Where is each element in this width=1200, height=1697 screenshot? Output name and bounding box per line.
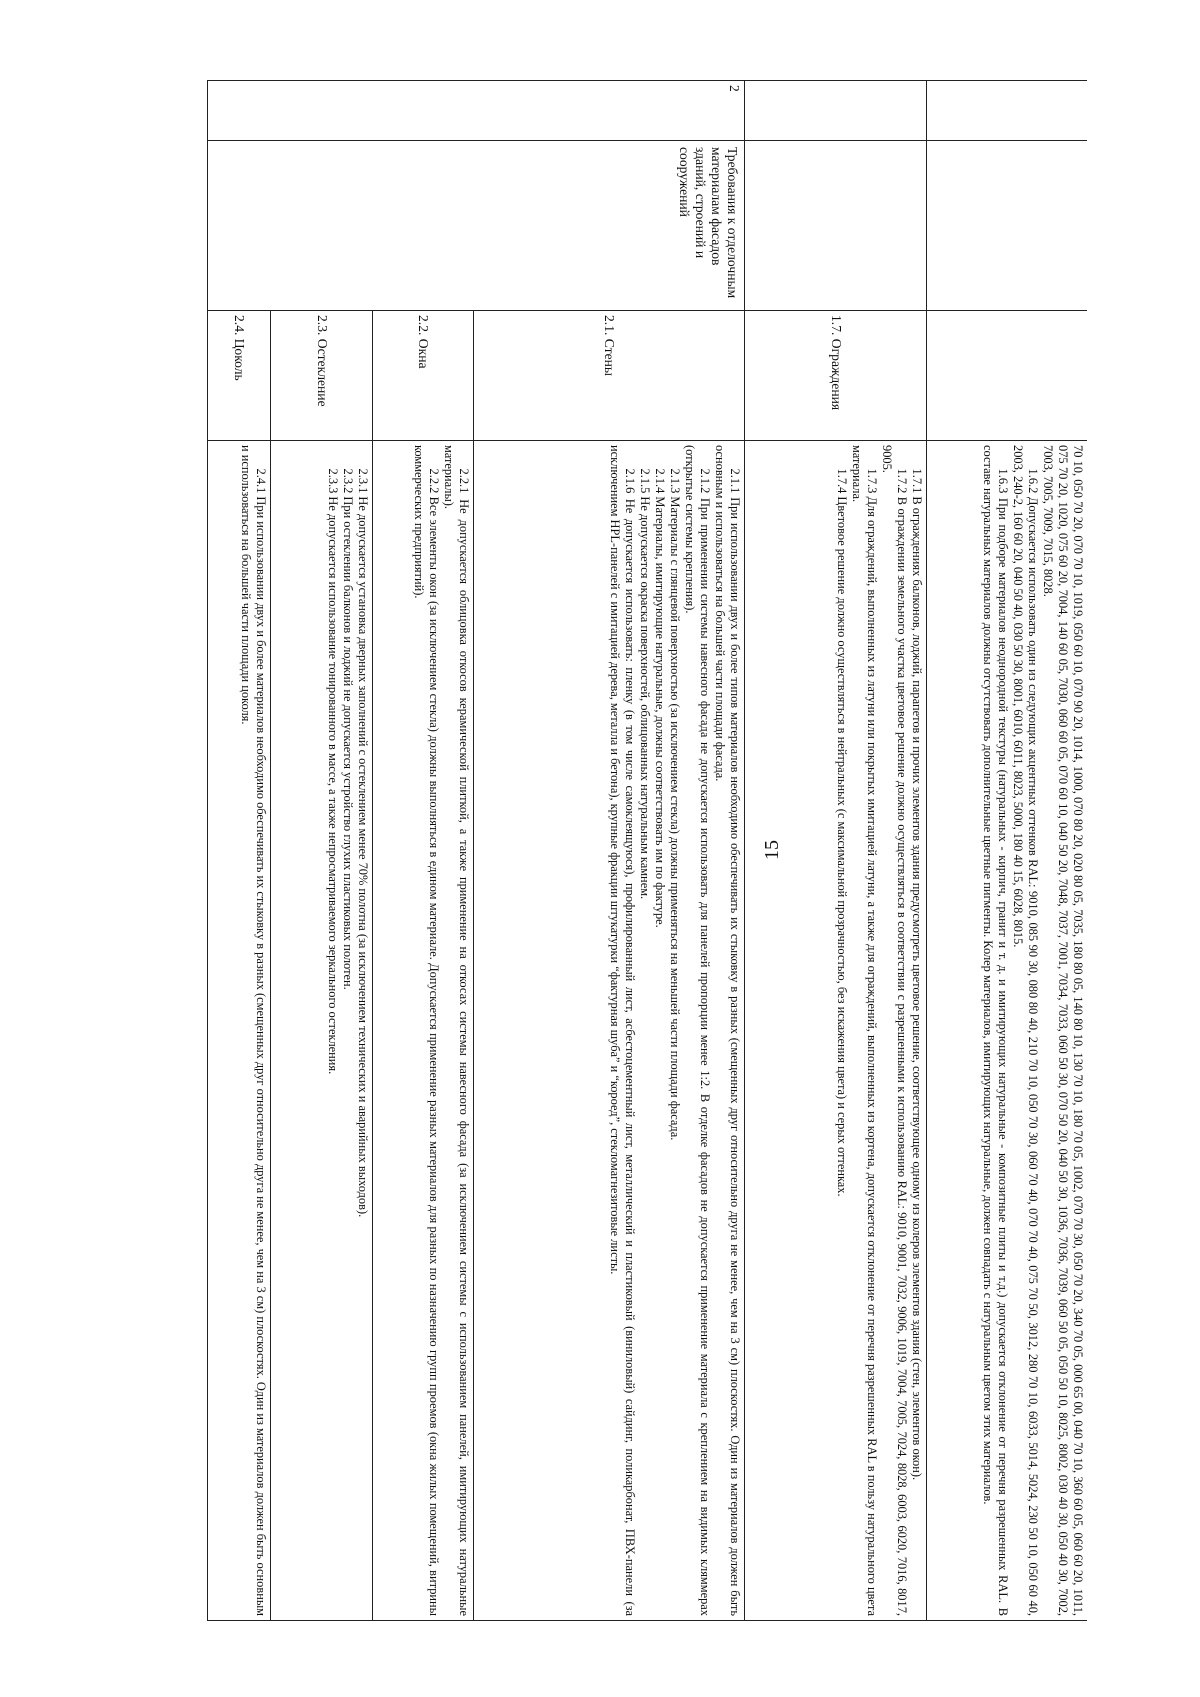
cell-glazing xyxy=(271,441,372,1621)
paragraph: 2.4.1 При использовании двух и более материалов необходимо обеспечивать их стыковку в разных (смещенных друг относительно друга не менее, чем на 3 см) плоскостях. Один из материалов должен быть основным и использоваться на большей части площади цоколя. xyxy=(239,445,269,1616)
table-row xyxy=(474,81,745,1621)
row-label: 2.4. Цоколь xyxy=(208,311,271,441)
paragraph: 2.1.5 Не допускается окраска поверхностей, облицованных натуральным камнем. xyxy=(637,468,652,900)
paragraph: 2.3.3 Не допускается использование тонированного в массе, а также непросматриваемого зеркального остекления. xyxy=(325,468,340,1075)
requirements-table xyxy=(207,80,1087,1621)
paragraph: 2.2.1 Не допускается облицовка откосов керамической плиткой, а также применение на откосах системы навесного фасада (за исключением системы с использованием панелей, имитирующих натуральные материалы). xyxy=(442,445,472,1616)
table-row xyxy=(744,81,927,1621)
empty-cell xyxy=(927,141,1087,311)
paragraph: 2.3.1 Не допускается установка дверных заполнений с остеклением менее 70% полотна (за исключением технических и аварийных выходов). xyxy=(355,468,370,1218)
paragraph: 1.6.2 Допускается использовать один из следующих акцентных оттенков RAL: 9010, 085 90 30, 080 80 40, 210 70 10, 050 70 30, 060 70 40, 070 70 40, 075 70 50, 3012, 280 70 10, 6033, 5014, 5024, 230 50 10, 050 60 40, 2003, 240-2, 160 60 20, 040 50 40, 030 50 30, 8001, 6010, 6011, 8023, 5000, 180 40 15, 6028, 8015. xyxy=(1011,445,1040,1616)
empty-cell xyxy=(744,141,927,311)
empty-cell xyxy=(927,81,1087,141)
table-row xyxy=(208,81,271,1621)
paragraph: 2.1.3 Материалы с глянцевой поверхностью (за исключением стекла) должны применяться на меньшей части площади фасада. xyxy=(667,468,682,1141)
row-label: 1.7. Ограждения xyxy=(744,311,927,441)
empty-cell xyxy=(927,311,1087,441)
page-number: 15 xyxy=(761,840,783,860)
empty-cell xyxy=(744,81,927,141)
cell-windows xyxy=(372,441,473,1621)
paragraph: 70 10, 050 70 20, 070 70 10, 1019, 050 60 10, 070 90 20, 1014, 1000, 070 80 20, 020 80 05, 7035, 180 80 05, 140 80 10, 130 70 10, 180 70 05, 1002, 070 70 30, 050 70 20, 340 70 05, 000 65 00, 040 70 10, 360 60 05, 060 60 20, 1011, 075 70 20, 1020, 075 60 20, 7004, 140 60 05, 7030, 060 60 05, 070 60 10, 040 50 20, 7048, 7037, 7001, 7034, 7033, 060 50 30, 070 50 20, 040 50 30, 1036, 7036, 7039, 060 50 05, 050 50 10, 8025, 8002, 030 40 30, 050 40 30, 7002, 7003, 7005, 7009, 7015, 8028. xyxy=(1041,445,1085,1616)
cell-walls xyxy=(474,441,745,1621)
paragraph: 2.1.1 При использовании двух и более типов материалов необходимо обеспечивать их стыковку в разных (смещенных друг относительно друга не менее, чем на 3 см) плоскостях. Один из материалов должен быть основным и использоваться на большей части площади фасада. xyxy=(712,445,742,1616)
paragraph: 2.1.2 При применении системы навесного фасада не допускается использовать для панелей пропорции менее 1:2. В отделке фасадов не допускается применение материала с креплением на видимых кляммерах (открытые системы крепления). xyxy=(682,445,712,1616)
section-number: 2 xyxy=(208,81,745,141)
paragraph: 1.7.3 Для ограждений, выполненных из латуни или покрытых имитацией латуни, а также для ограждений, выполненных из кортена, допускается отклонение от перечня разрешенных RAL в пользу натурального цвета материала. xyxy=(850,445,880,1616)
paragraph: 2.1.4 Материалы, имитирующие натуральные, должны соответствовать им по фактуре. xyxy=(652,468,667,928)
paragraph: 1.7.2 В ограждении земельного участка цветовое решение должно осуществляться в соответствии с разрешенными к использованию RAL: 9010, 9001, 7032, 9006, 1019, 7004, 7005, 7024, 8028, 6003, 6020, 7016, 8017, 9005. xyxy=(880,445,910,1616)
paragraph: 1.6.3 При подборе материалов неоднородной текстуры (натуральных - кирпич, гранит и т. д. и имитирующих натуральные - композитные плиты и т.д.) допускается отклонение от перечня разрешенных RAL. В составе натуральных материалов должны отсутствовать дополнительные цветные пигменты. Колер материалов, имитирующих натуральные, должен совпадать с натуральным цветом этих материалов. xyxy=(981,445,1010,1616)
paragraph: 2.3.2 При остеклении балконов и лоджий не допускается устройство глухих пластиковых полотен. xyxy=(340,468,355,990)
cell-plinth xyxy=(208,441,271,1621)
paragraph: 2.2.2 Все элементы окон (за исключением стекла) должны выполняться в едином материале. Допускается применение разных материалов для разных по назначению групп проемов (окна жилых помещений, витрины коммерческих предприятий). xyxy=(412,445,442,1616)
row-label: 2.3. Остекление xyxy=(271,311,372,441)
paragraph: 1.7.4 Цветовое решение должно осуществляться в нейтральных (с максимальной прозрачностью, без искажения цвета) и серых оттенках. xyxy=(835,468,850,1197)
table-row xyxy=(372,81,473,1621)
table-row xyxy=(927,81,1087,1621)
cell-fences xyxy=(744,441,927,1621)
row-label: 2.2. Окна xyxy=(372,311,473,441)
paragraph: 1.7.1 В ограждениях балконов, лоджий, парапетов и прочих элементов здания предусмотреть цветовое решение, соответствующее одному из колеров элементов здания (стен, элементов окон). xyxy=(910,468,925,1481)
rotated-table-container xyxy=(207,80,1087,1620)
section-title: Требования к отделочным материалам фасадов зданий, строений и сооружений xyxy=(208,141,745,311)
row-label: 2.1. Стены xyxy=(474,311,745,441)
cell-colors-continued xyxy=(927,441,1087,1621)
table-row xyxy=(271,81,372,1621)
paragraph: 2.1.6 Не допускается использовать: пленку (в том числе самоклеящуюся), профилированный лист, асбестоцементный лист, металлический и пластиковый (виниловый) сайдинг, поликарбонат, ПВХ-панели (за исключением HPL-панелей с имитацией дерева, металла и бетона), крупные фракции штукатурки “фактурная шуба” и “короед”, стекломагнезитовые листы. xyxy=(607,445,637,1616)
